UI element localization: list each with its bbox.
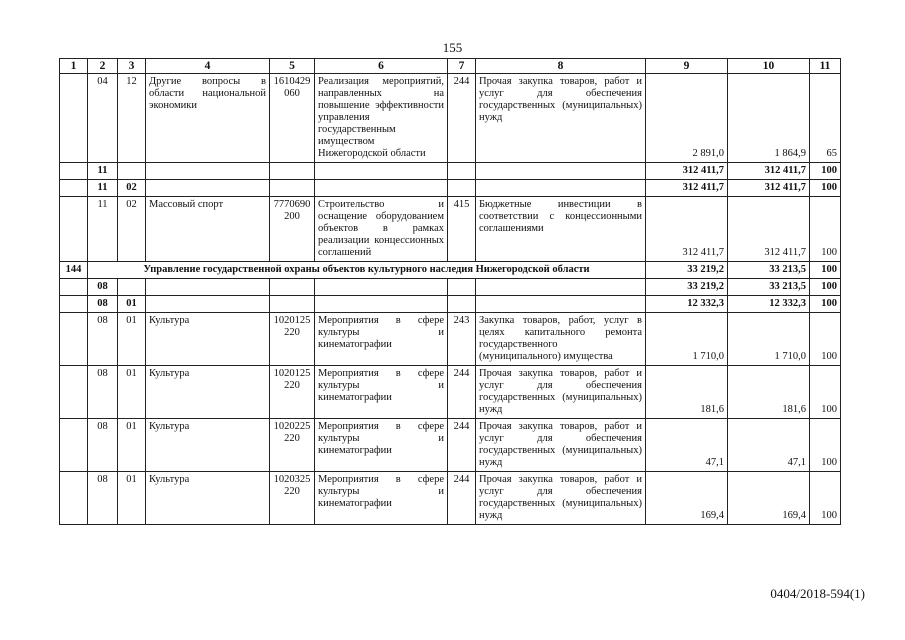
cell-section: 08 (88, 366, 118, 419)
cell-expense-desc (476, 163, 646, 180)
cell-target-code: 1020225220 (270, 419, 315, 472)
cell-subsection: 01 (118, 313, 146, 366)
cell-name: Культура (146, 472, 270, 525)
cell-executed: 312 411,7 (728, 163, 810, 180)
cell-description (315, 296, 448, 313)
cell-subsection: 01 (118, 366, 146, 419)
cell-percent: 100 (810, 262, 841, 279)
cell-description: Мероприятия в сфере культуры и кинематографии (315, 313, 448, 366)
cell-executed: 169,4 (728, 472, 810, 525)
cell-name (146, 163, 270, 180)
cell-org: 144 (60, 262, 88, 279)
table-row (60, 366, 841, 419)
cell-target-code: 1020325220 (270, 472, 315, 525)
cell-planned: 169,4 (646, 472, 728, 525)
cell-planned: 1 710,0 (646, 313, 728, 366)
cell-executed: 1 864,9 (728, 74, 810, 163)
cell-target-code: 7770690200 (270, 197, 315, 262)
cell-planned: 47,1 (646, 419, 728, 472)
header-cell: 8 (476, 59, 646, 74)
cell-expense-type: 244 (448, 472, 476, 525)
cell-executed: 312 411,7 (728, 197, 810, 262)
cell-executed: 312 411,7 (728, 180, 810, 197)
cell-expense-desc (476, 296, 646, 313)
cell-name: Культура (146, 366, 270, 419)
cell-org (60, 279, 88, 296)
header-cell: 9 (646, 59, 728, 74)
cell-planned: 312 411,7 (646, 180, 728, 197)
cell-section: 08 (88, 296, 118, 313)
cell-executed: 47,1 (728, 419, 810, 472)
cell-planned: 12 332,3 (646, 296, 728, 313)
cell-org (60, 197, 88, 262)
cell-executed: 12 332,3 (728, 296, 810, 313)
cell-target-code (270, 279, 315, 296)
cell-description: Реализация мероприятий, направленных на повышение эффективности управления государственным имуществом Нижегородской области (315, 74, 448, 163)
cell-section: 08 (88, 279, 118, 296)
cell-percent: 100 (810, 472, 841, 525)
table-row (60, 197, 841, 262)
cell-planned: 33 219,2 (646, 262, 728, 279)
cell-expense-type: 244 (448, 419, 476, 472)
cell-expense-type: 243 (448, 313, 476, 366)
organization-row (60, 262, 841, 279)
cell-subsection: 01 (118, 419, 146, 472)
cell-planned: 312 411,7 (646, 163, 728, 180)
cell-planned: 181,6 (646, 366, 728, 419)
cell-description: Строительство и оснащение оборудованием объектов в рамках реализации концессионных соглашений (315, 197, 448, 262)
cell-expense-type: 244 (448, 366, 476, 419)
cell-percent: 100 (810, 296, 841, 313)
cell-expense-desc: Прочая закупка товаров, работ и услуг для обеспечения государственных (муниципальных) нужд (476, 472, 646, 525)
cell-name (146, 180, 270, 197)
cell-name: Другие вопросы в области национальной экономики (146, 74, 270, 163)
cell-subsection: 01 (118, 296, 146, 313)
cell-org (60, 472, 88, 525)
cell-expense-desc (476, 279, 646, 296)
cell-expense-desc: Прочая закупка товаров, работ и услуг для обеспечения государственных (муниципальных) нужд (476, 74, 646, 163)
cell-org (60, 419, 88, 472)
cell-org (60, 180, 88, 197)
cell-subsection: 12 (118, 74, 146, 163)
header-cell: 5 (270, 59, 315, 74)
table-row (60, 313, 841, 366)
cell-name: Культура (146, 419, 270, 472)
cell-name: Культура (146, 313, 270, 366)
page-number: 155 (442, 40, 463, 55)
cell-expense-desc (476, 180, 646, 197)
cell-planned: 33 219,2 (646, 279, 728, 296)
cell-percent: 100 (810, 419, 841, 472)
document-code: 0404/2018-594(1) (770, 586, 865, 601)
cell-section: 08 (88, 472, 118, 525)
cell-target-code (270, 296, 315, 313)
table-row (60, 163, 841, 180)
cell-description: Мероприятия в сфере культуры и кинематографии (315, 472, 448, 525)
cell-description: Мероприятия в сфере культуры и кинематографии (315, 419, 448, 472)
cell-percent: 100 (810, 197, 841, 262)
table-row (60, 180, 841, 197)
cell-percent: 100 (810, 180, 841, 197)
header-cell: 1 (60, 59, 88, 74)
cell-name (146, 279, 270, 296)
cell-section: 08 (88, 313, 118, 366)
cell-executed: 1 710,0 (728, 313, 810, 366)
cell-section: 08 (88, 419, 118, 472)
cell-name (146, 296, 270, 313)
cell-percent: 100 (810, 366, 841, 419)
cell-subsection (118, 279, 146, 296)
cell-target-code (270, 163, 315, 180)
cell-org (60, 74, 88, 163)
organization-title: Управление государственной охраны объектов культурного наследия Нижегородской области (88, 262, 646, 279)
cell-expense-desc: Закупка товаров, работ, услуг в целях капитального ремонта государственного (муниципального) имущества (476, 313, 646, 366)
table-row (60, 419, 841, 472)
cell-target-code: 1020125220 (270, 366, 315, 419)
cell-expense-type: 415 (448, 197, 476, 262)
cell-expense-type (448, 279, 476, 296)
header-cell: 6 (315, 59, 448, 74)
cell-planned: 312 411,7 (646, 197, 728, 262)
header-cell: 7 (448, 59, 476, 74)
cell-subsection: 02 (118, 180, 146, 197)
header-cell: 3 (118, 59, 146, 74)
cell-expense-type: 244 (448, 74, 476, 163)
cell-percent: 100 (810, 279, 841, 296)
cell-expense-desc: Бюджетные инвестиции в соответствии с концессионными соглашениями (476, 197, 646, 262)
cell-percent: 65 (810, 74, 841, 163)
table-row (60, 296, 841, 313)
cell-org (60, 366, 88, 419)
cell-subsection (118, 163, 146, 180)
cell-expense-type (448, 163, 476, 180)
cell-description (315, 163, 448, 180)
cell-expense-type (448, 180, 476, 197)
cell-percent: 100 (810, 163, 841, 180)
cell-executed: 33 213,5 (728, 279, 810, 296)
cell-description: Мероприятия в сфере культуры и кинематографии (315, 366, 448, 419)
cell-description (315, 180, 448, 197)
cell-section: 11 (88, 180, 118, 197)
table-row (60, 74, 841, 163)
cell-description (315, 279, 448, 296)
header-cell: 2 (88, 59, 118, 74)
cell-org (60, 163, 88, 180)
cell-target-code (270, 180, 315, 197)
cell-org (60, 313, 88, 366)
cell-org (60, 296, 88, 313)
cell-subsection: 01 (118, 472, 146, 525)
budget-table (59, 58, 841, 525)
cell-subsection: 02 (118, 197, 146, 262)
cell-executed: 33 213,5 (728, 262, 810, 279)
cell-expense-desc: Прочая закупка товаров, работ и услуг для обеспечения государственных (муниципальных) нужд (476, 419, 646, 472)
cell-section: 11 (88, 197, 118, 262)
cell-name: Массовый спорт (146, 197, 270, 262)
cell-target-code: 1610429060 (270, 74, 315, 163)
header-row (60, 59, 841, 74)
cell-planned: 2 891,0 (646, 74, 728, 163)
table-row (60, 472, 841, 525)
cell-percent: 100 (810, 313, 841, 366)
header-cell: 4 (146, 59, 270, 74)
cell-target-code: 1020125220 (270, 313, 315, 366)
cell-section: 11 (88, 163, 118, 180)
cell-expense-type (448, 296, 476, 313)
cell-executed: 181,6 (728, 366, 810, 419)
cell-expense-desc: Прочая закупка товаров, работ и услуг для обеспечения государственных (муниципальных) нужд (476, 366, 646, 419)
table-row (60, 279, 841, 296)
header-cell: 11 (810, 59, 841, 74)
header-cell: 10 (728, 59, 810, 74)
cell-section: 04 (88, 74, 118, 163)
